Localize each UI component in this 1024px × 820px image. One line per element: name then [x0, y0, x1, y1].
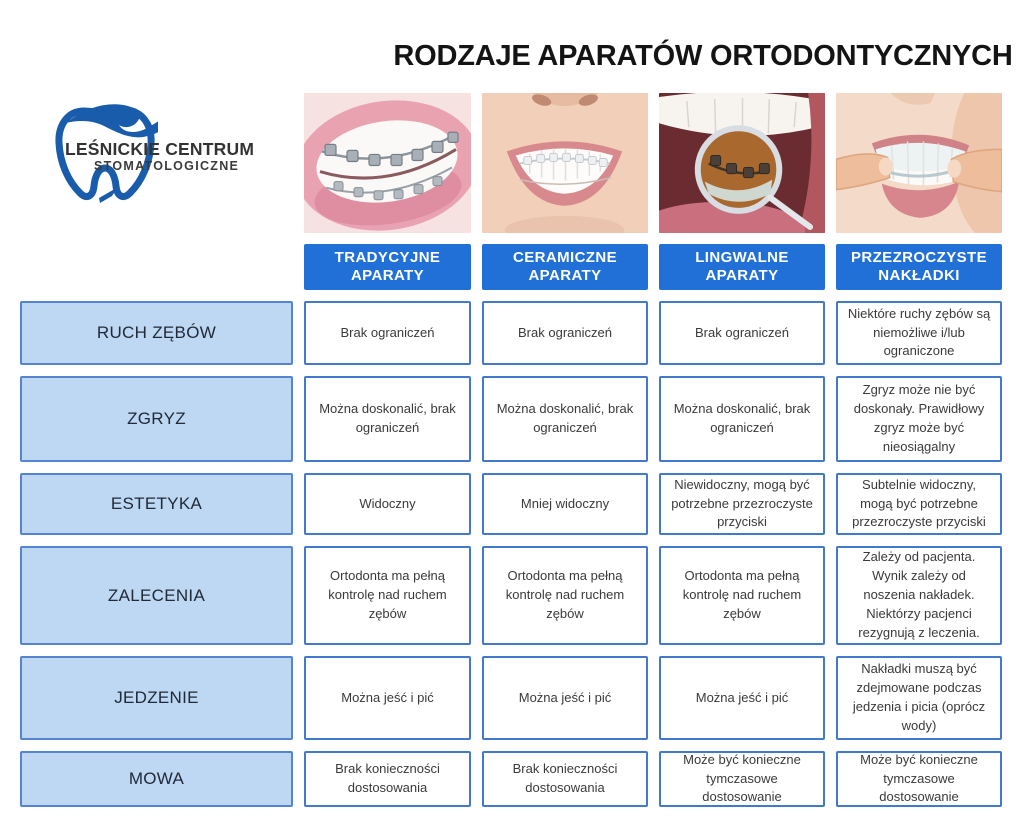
table-cell: Zgryz może nie być doskonały. Prawidłowy zgryz może być nieosiągalny: [836, 376, 1002, 462]
table-cell: Można jeść i pić: [659, 656, 825, 740]
table-cell: Niektóre ruchy zębów są niemożliwe i/lub ograniczone: [836, 301, 1002, 365]
table-cell: Ortodonta ma pełną kontrolę nad ruchem zębów: [659, 546, 825, 645]
table-cell: Brak ograniczeń: [482, 301, 648, 365]
ceramic-braces-illustration: [482, 93, 648, 233]
column-header-ceramiczne-aparaty: CERAMICZNE APARATY: [482, 244, 648, 290]
table-cell: Ortodonta ma pełną kontrolę nad ruchem zębów: [304, 546, 471, 645]
table-cell: Może być konieczne tymczasowe dostosowanie: [659, 751, 825, 807]
table-cell: Brak konieczności dostosowania: [482, 751, 648, 807]
column-header-lingwalne-aparaty: LINGWALNE APARATY: [659, 244, 825, 290]
table-cell: Ortodonta ma pełną kontrolę nad ruchem zębów: [482, 546, 648, 645]
table-cell: Może być konieczne tymczasowe dostosowanie: [836, 751, 1002, 807]
table-cell: Brak konieczności dostosowania: [304, 751, 471, 807]
table-cell: Zależy od pacjenta. Wynik zależy od noszenia nakładek. Niektórzy pacjenci rezygnują z leczenia.: [836, 546, 1002, 645]
clinic-name: LEŚNICKIE CENTRUM: [65, 139, 255, 159]
lingual-braces-illustration: [659, 93, 825, 233]
table-cell: Brak ograniczeń: [304, 301, 471, 365]
table-cell: Można doskonalić, brak ograniczeń: [304, 376, 471, 462]
table-cell: Nakładki muszą być zdejmowane podczas jedzenia i picia (oprócz wody): [836, 656, 1002, 740]
table-cell: Brak ograniczeń: [659, 301, 825, 365]
table-cell: Można doskonalić, brak ograniczeń: [659, 376, 825, 462]
table-cell: Mniej widoczny: [482, 473, 648, 535]
row-label-mowa: MOWA: [20, 751, 293, 807]
clear-aligner-photo: [836, 93, 1002, 233]
ceramic-braces-photo: [482, 93, 648, 233]
row-label-zgryz: ZGRYZ: [20, 376, 293, 462]
row-label-zalecenia: ZALECENIA: [20, 546, 293, 645]
column-header-tradycyjne-aparaty: TRADYCYJNE APARATY: [304, 244, 471, 290]
table-cell: Widoczny: [304, 473, 471, 535]
row-label-estetyka: ESTETYKA: [20, 473, 293, 535]
column-header-przezroczyste-nakladki: PRZEZROCZYSTE NAKŁADKI: [836, 244, 1002, 290]
clinic-subtitle: STOMATOLOGICZNE: [94, 159, 240, 173]
clear-aligner-illustration: [836, 93, 1002, 233]
traditional-braces-photo: [304, 93, 471, 233]
table-cell: Subtelnie widoczny, mogą być potrzebne przezroczyste przyciski: [836, 473, 1002, 535]
row-label-ruch-zebow: RUCH ZĘBÓW: [20, 301, 293, 365]
table-cell: Niewidoczny, mogą być potrzebne przezroczyste przyciski: [659, 473, 825, 535]
lingual-braces-photo: [659, 93, 825, 233]
table-cell: Można jeść i pić: [304, 656, 471, 740]
table-cell: Można doskonalić, brak ograniczeń: [482, 376, 648, 462]
row-label-jedzenie: JEDZENIE: [20, 656, 293, 740]
table-cell: Można jeść i pić: [482, 656, 648, 740]
comparison-table: [20, 93, 1002, 807]
metal-braces-illustration: [304, 93, 471, 233]
page-title: RODZAJE APARATÓW ORTODONTYCZNYCH: [393, 40, 1013, 72]
